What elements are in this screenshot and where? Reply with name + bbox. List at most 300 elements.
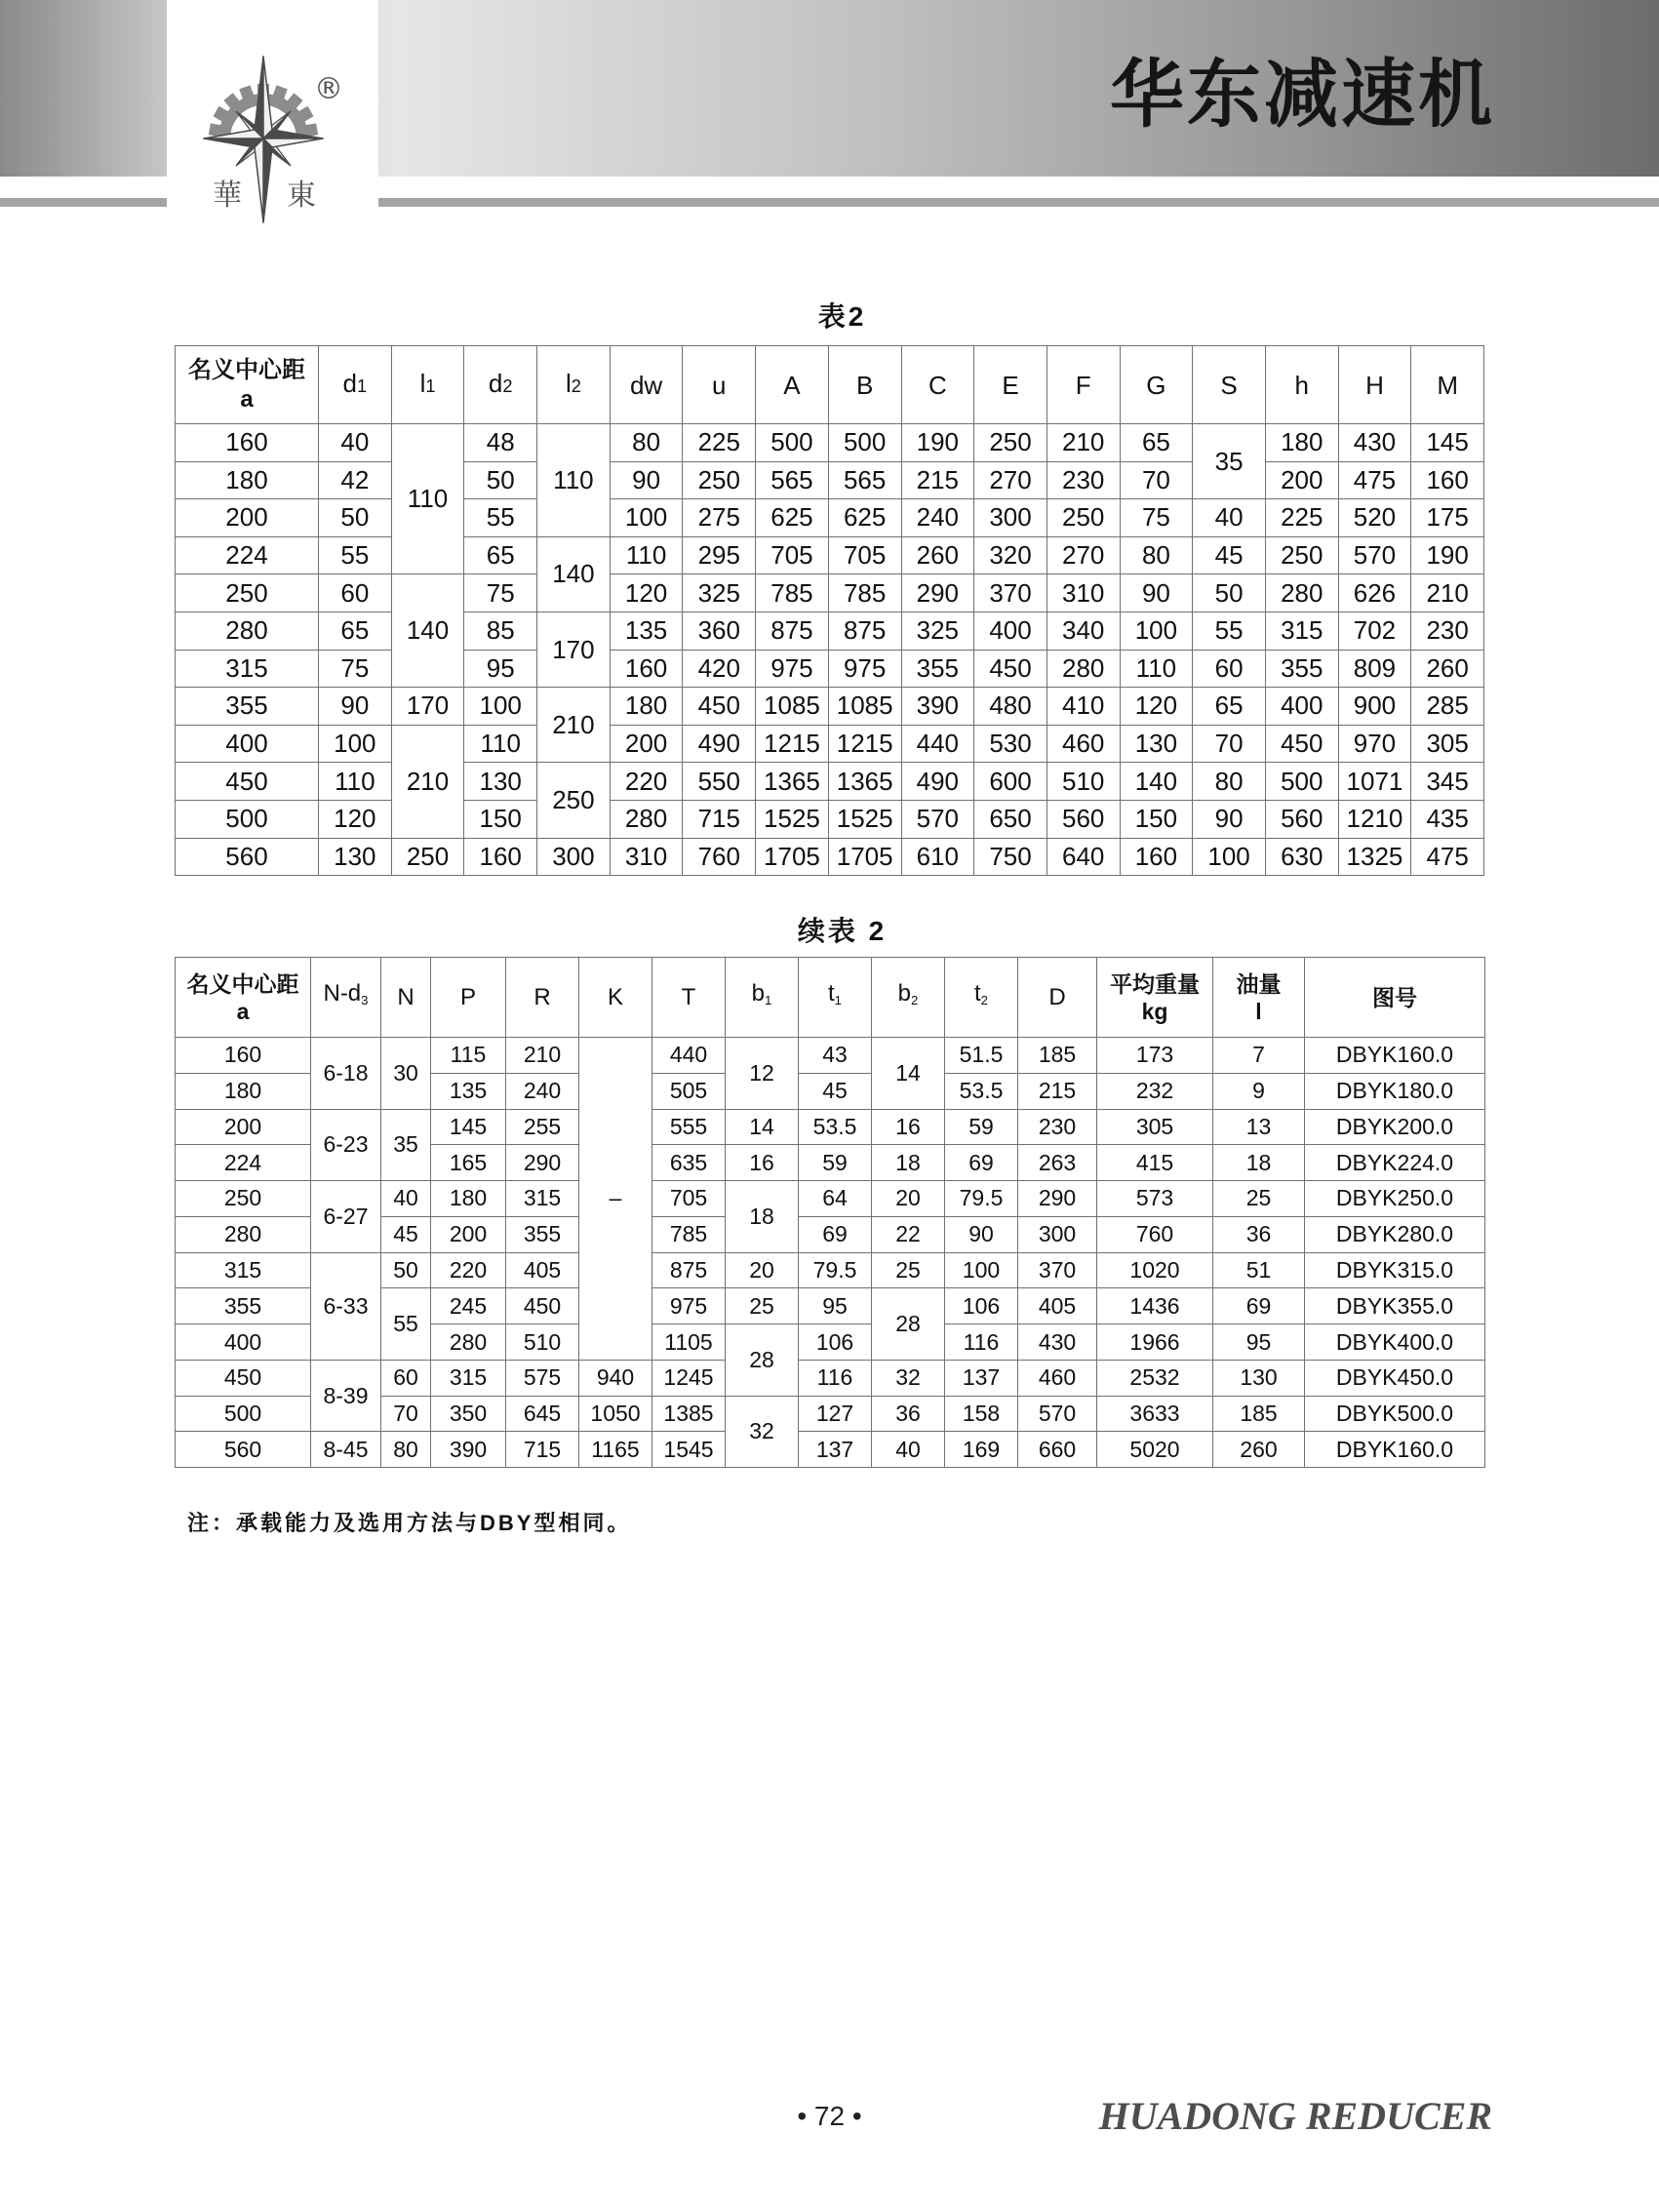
brand-name: HUADONG REDUCER bbox=[1098, 2094, 1492, 2138]
header-subscript: 3 bbox=[361, 992, 369, 1007]
table-cell: 355 bbox=[176, 1288, 311, 1324]
column-header bbox=[1193, 346, 1266, 424]
table-cell: 245 bbox=[431, 1288, 506, 1324]
table-cell: DBYK280.0 bbox=[1305, 1216, 1485, 1252]
table-cell: 500 bbox=[176, 800, 319, 838]
table-cell: 50 bbox=[1193, 574, 1266, 612]
table-cell: 110 bbox=[537, 424, 611, 537]
table-cell: 505 bbox=[652, 1073, 726, 1109]
table-cell: 53.5 bbox=[945, 1073, 1018, 1109]
footnote: 注：承载能力及选用方法与DBY型相同。 bbox=[187, 1511, 632, 1535]
registered-mark: ® bbox=[314, 72, 343, 106]
table-cell: 325 bbox=[901, 612, 974, 650]
header-label: F bbox=[1075, 370, 1091, 400]
table-cell: 1525 bbox=[828, 800, 901, 838]
table-cell: 140 bbox=[1120, 763, 1193, 801]
table-cell: 173 bbox=[1097, 1038, 1213, 1074]
table-cell: 45 bbox=[381, 1216, 431, 1252]
table-cell: 355 bbox=[901, 650, 974, 688]
table-cell: 225 bbox=[1265, 499, 1338, 537]
table-cell: 100 bbox=[945, 1252, 1018, 1288]
table-cell: 240 bbox=[506, 1073, 579, 1109]
header-label: l bbox=[419, 369, 426, 398]
table-cell: 200 bbox=[610, 725, 683, 763]
table-cell: 390 bbox=[431, 1432, 506, 1468]
table-cell: 90 bbox=[610, 461, 683, 499]
table-cell: 42 bbox=[319, 461, 392, 499]
header-label: h bbox=[1294, 370, 1310, 400]
table-cell: 573 bbox=[1097, 1181, 1213, 1217]
table-cell: 560 bbox=[176, 838, 319, 876]
table-cell: 175 bbox=[1411, 499, 1484, 537]
table-cell: 13 bbox=[1213, 1109, 1305, 1145]
header-label: K bbox=[607, 983, 623, 1010]
table-cell: 450 bbox=[506, 1288, 579, 1324]
table-cell: 14 bbox=[872, 1038, 945, 1110]
table-cell: 60 bbox=[319, 574, 392, 612]
table-cell: 130 bbox=[1213, 1360, 1305, 1396]
table-cell: 570 bbox=[1338, 536, 1411, 574]
column-header bbox=[974, 346, 1047, 424]
table-cell: 1105 bbox=[652, 1324, 726, 1361]
column-header bbox=[683, 346, 756, 424]
table-cell: 135 bbox=[610, 612, 683, 650]
table-cell: 1385 bbox=[652, 1396, 726, 1432]
table-cell: 1705 bbox=[756, 838, 829, 876]
table-cell: 250 bbox=[974, 424, 1047, 462]
table-cell: 25 bbox=[1213, 1181, 1305, 1217]
table-cell: 80 bbox=[1120, 536, 1193, 574]
table-cell: 290 bbox=[1018, 1181, 1097, 1217]
table-cell: 16 bbox=[726, 1145, 799, 1181]
column-header bbox=[537, 346, 611, 424]
table-cell: 660 bbox=[1018, 1432, 1097, 1468]
table-cell: 180 bbox=[176, 1073, 311, 1109]
table-cell: 320 bbox=[974, 536, 1047, 574]
header-label: 名义中心距 bbox=[186, 970, 299, 997]
table-cell: 220 bbox=[610, 763, 683, 801]
table-cell: 430 bbox=[1018, 1324, 1097, 1361]
table-cell: 60 bbox=[1193, 650, 1266, 688]
table-cell: 145 bbox=[431, 1109, 506, 1145]
table-cell: DBYK315.0 bbox=[1305, 1252, 1485, 1288]
table-cell: 2532 bbox=[1097, 1360, 1213, 1396]
header-label: H bbox=[1365, 370, 1384, 400]
table-cell: 210 bbox=[506, 1038, 579, 1074]
table-cell: DBYK450.0 bbox=[1305, 1360, 1485, 1396]
table-header-row bbox=[176, 346, 1484, 424]
table-cell: 610 bbox=[901, 838, 974, 876]
table-caption: 表2 bbox=[817, 301, 867, 332]
column-header bbox=[381, 958, 431, 1038]
table-cell: 450 bbox=[974, 650, 1047, 688]
table-cell: 635 bbox=[652, 1145, 726, 1181]
table-cell: 180 bbox=[176, 461, 319, 499]
table-cell: 240 bbox=[901, 499, 974, 537]
table-cell: 7 bbox=[1213, 1038, 1305, 1074]
header-label: t bbox=[827, 980, 835, 1007]
table-cell: 90 bbox=[1193, 800, 1266, 838]
table-cell: 140 bbox=[537, 536, 611, 612]
table-cell: 405 bbox=[1018, 1288, 1097, 1324]
table-cell: 70 bbox=[381, 1396, 431, 1432]
table-cell: 260 bbox=[901, 536, 974, 574]
table-cell: DBYK355.0 bbox=[1305, 1288, 1485, 1324]
table-cell: 135 bbox=[431, 1073, 506, 1109]
table-cell: 230 bbox=[1411, 612, 1484, 650]
table-cell: 350 bbox=[431, 1396, 506, 1432]
table-cell: 500 bbox=[828, 424, 901, 462]
table-cell: 400 bbox=[1265, 688, 1338, 726]
table-cell: 69 bbox=[1213, 1288, 1305, 1324]
table-cell: DBYK180.0 bbox=[1305, 1073, 1485, 1109]
header-subscript: 2 bbox=[980, 992, 988, 1007]
table-cell: 370 bbox=[974, 574, 1047, 612]
table-cell: 160 bbox=[1411, 461, 1484, 499]
table-cell: 12 bbox=[726, 1038, 799, 1110]
column-header bbox=[726, 958, 799, 1038]
logo-char-left: 華 bbox=[213, 178, 242, 213]
table-cell: 460 bbox=[1047, 725, 1120, 763]
column-header bbox=[391, 346, 464, 424]
table-cell: DBYK224.0 bbox=[1305, 1145, 1485, 1181]
table-cell: 640 bbox=[1047, 838, 1120, 876]
table-cell: 625 bbox=[828, 499, 901, 537]
continued-dimension-table bbox=[175, 957, 1485, 1468]
table-cell: 315 bbox=[1265, 612, 1338, 650]
table-cell: 224 bbox=[176, 1145, 311, 1181]
table-cell: 110 bbox=[1120, 650, 1193, 688]
table-cell: 130 bbox=[1120, 725, 1193, 763]
table-cell: 255 bbox=[506, 1109, 579, 1145]
column-header bbox=[506, 958, 579, 1038]
table-row bbox=[176, 1181, 1485, 1217]
table-cell: 325 bbox=[683, 574, 756, 612]
table-cell: 760 bbox=[1097, 1216, 1213, 1252]
table-cell: 975 bbox=[652, 1288, 726, 1324]
table-cell: 60 bbox=[381, 1360, 431, 1396]
header-label: d bbox=[342, 369, 358, 398]
table-cell: 210 bbox=[537, 688, 611, 763]
table-cell: 59 bbox=[799, 1145, 872, 1181]
table-cell: 555 bbox=[652, 1109, 726, 1145]
table-cell: 875 bbox=[652, 1252, 726, 1288]
table-cell: 100 bbox=[610, 499, 683, 537]
column-header bbox=[1265, 346, 1338, 424]
table-cell: 85 bbox=[464, 612, 537, 650]
header-label: 图号 bbox=[1372, 984, 1417, 1010]
table-cell: 18 bbox=[1213, 1145, 1305, 1181]
table-cell: 405 bbox=[506, 1252, 579, 1288]
table-cell: 355 bbox=[506, 1216, 579, 1252]
table-cell: 650 bbox=[974, 800, 1047, 838]
header-label: N bbox=[397, 983, 415, 1010]
header-subscript: 2 bbox=[911, 992, 919, 1007]
table-cell: 1436 bbox=[1097, 1288, 1213, 1324]
table-row bbox=[176, 800, 1484, 838]
table-cell: 715 bbox=[506, 1432, 579, 1468]
table-cell: 435 bbox=[1411, 800, 1484, 838]
table-cell: 95 bbox=[464, 650, 537, 688]
header-label: b bbox=[751, 980, 765, 1007]
table-cell: 250 bbox=[683, 461, 756, 499]
table-cell: 16 bbox=[872, 1109, 945, 1145]
table-cell: 69 bbox=[799, 1216, 872, 1252]
table-cell: 75 bbox=[464, 574, 537, 612]
column-header bbox=[828, 346, 901, 424]
table-cell: 200 bbox=[431, 1216, 506, 1252]
header-label: t bbox=[973, 980, 981, 1007]
table-cell: 180 bbox=[431, 1181, 506, 1217]
table-cell: 1365 bbox=[756, 763, 829, 801]
table-cell: 28 bbox=[872, 1288, 945, 1361]
table-cell: 975 bbox=[828, 650, 901, 688]
table-cell: 116 bbox=[799, 1360, 872, 1396]
header-label: 油量 bbox=[1236, 970, 1282, 997]
table-cell: 480 bbox=[974, 688, 1047, 726]
table-cell: 520 bbox=[1338, 499, 1411, 537]
table-cell: 32 bbox=[726, 1396, 799, 1468]
table-cell: 355 bbox=[1265, 650, 1338, 688]
column-header bbox=[799, 958, 872, 1038]
table-cell: 51 bbox=[1213, 1252, 1305, 1288]
table-cell: 210 bbox=[1411, 574, 1484, 612]
table-cell: 158 bbox=[945, 1396, 1018, 1432]
table-cell: 460 bbox=[1018, 1360, 1097, 1396]
table-cell: 400 bbox=[974, 612, 1047, 650]
page-number: • 72 • bbox=[797, 2101, 862, 2131]
column-header bbox=[872, 958, 945, 1038]
table-cell: 785 bbox=[828, 574, 901, 612]
table-cell: 500 bbox=[756, 424, 829, 462]
column-header bbox=[311, 958, 381, 1038]
header-label: C bbox=[928, 370, 947, 400]
table-cell: 575 bbox=[506, 1360, 579, 1396]
column-header bbox=[319, 346, 392, 424]
table-cell: 169 bbox=[945, 1432, 1018, 1468]
table-cell: 560 bbox=[1047, 800, 1120, 838]
table-cell: 165 bbox=[431, 1145, 506, 1181]
table-cell: 48 bbox=[464, 424, 537, 462]
table-cell: 145 bbox=[1411, 424, 1484, 462]
table-cell: 80 bbox=[610, 424, 683, 462]
table-cell: 140 bbox=[391, 574, 464, 688]
table-row bbox=[176, 688, 1484, 726]
table-cell: 215 bbox=[1018, 1073, 1097, 1109]
table-cell: 1210 bbox=[1338, 800, 1411, 838]
compass-gear-logo-icon bbox=[167, 0, 378, 225]
table-cell: 475 bbox=[1411, 838, 1484, 876]
table-cell: 55 bbox=[1193, 612, 1266, 650]
table-cell: 310 bbox=[1047, 574, 1120, 612]
table-cell: 5020 bbox=[1097, 1432, 1213, 1468]
table-cell: 510 bbox=[506, 1324, 579, 1361]
table-cell: 69 bbox=[945, 1145, 1018, 1181]
table-cell: 160 bbox=[176, 424, 319, 462]
table-cell: 260 bbox=[1213, 1432, 1305, 1468]
table-cell: 28 bbox=[726, 1324, 799, 1397]
table-cell: 110 bbox=[391, 424, 464, 574]
table-cell: 120 bbox=[610, 574, 683, 612]
table-cell: 809 bbox=[1338, 650, 1411, 688]
table-cell: 65 bbox=[464, 536, 537, 574]
table-cell: 1215 bbox=[756, 725, 829, 763]
header-subscript: 1 bbox=[834, 992, 842, 1007]
column-header bbox=[1097, 958, 1213, 1038]
table-row bbox=[176, 725, 1484, 763]
table-cell: 410 bbox=[1047, 688, 1120, 726]
table-cell: 270 bbox=[974, 461, 1047, 499]
table-cell: 25 bbox=[726, 1288, 799, 1324]
column-header bbox=[176, 958, 311, 1038]
table-cell: 280 bbox=[1265, 574, 1338, 612]
table-cell: 106 bbox=[799, 1324, 872, 1361]
table-cell: 940 bbox=[579, 1360, 652, 1396]
table-row bbox=[176, 763, 1484, 801]
header-subscript: 1 bbox=[425, 376, 436, 396]
table-cell: 160 bbox=[1120, 838, 1193, 876]
table-cell: 190 bbox=[901, 424, 974, 462]
table-cell: 450 bbox=[176, 763, 319, 801]
table-cell: 450 bbox=[176, 1360, 311, 1396]
table-cell: 18 bbox=[872, 1145, 945, 1181]
table-cell: 390 bbox=[901, 688, 974, 726]
header-label: dw bbox=[629, 370, 663, 400]
table-cell: 50 bbox=[464, 461, 537, 499]
table-cell: 40 bbox=[872, 1432, 945, 1468]
table-cell: 1085 bbox=[756, 688, 829, 726]
dimension-table bbox=[175, 345, 1484, 876]
table-cell: 90 bbox=[945, 1216, 1018, 1252]
table-cell: 180 bbox=[1265, 424, 1338, 462]
table-cell: 90 bbox=[319, 688, 392, 726]
header-subscript: 1 bbox=[765, 992, 772, 1007]
table-cell: 160 bbox=[464, 838, 537, 876]
column-header bbox=[1018, 958, 1097, 1038]
table-cell: 1545 bbox=[652, 1432, 726, 1468]
header-label: B bbox=[855, 370, 874, 400]
table-row bbox=[176, 536, 1484, 574]
table-cell: 30 bbox=[381, 1038, 431, 1110]
table-cell: DBYK500.0 bbox=[1305, 1396, 1485, 1432]
table-row bbox=[176, 650, 1484, 688]
table-cell: 95 bbox=[1213, 1324, 1305, 1361]
table-cell: 59 bbox=[945, 1109, 1018, 1145]
table-cell: 900 bbox=[1338, 688, 1411, 726]
table-cell: 170 bbox=[391, 688, 464, 726]
table-cell: 250 bbox=[1265, 536, 1338, 574]
page-title: 华东减速机 bbox=[1110, 51, 1495, 138]
table-cell: 1085 bbox=[828, 688, 901, 726]
column-header bbox=[1411, 346, 1484, 424]
header-label: 名义中心距 bbox=[188, 356, 305, 383]
table-cell: 1705 bbox=[828, 838, 901, 876]
table-cell: 116 bbox=[945, 1324, 1018, 1361]
table-cell: 263 bbox=[1018, 1145, 1097, 1181]
column-header bbox=[464, 346, 537, 424]
table-cell: 160 bbox=[610, 650, 683, 688]
header-unit: a bbox=[240, 385, 254, 413]
table-cell: 32 bbox=[872, 1360, 945, 1396]
table-cell: 305 bbox=[1097, 1109, 1213, 1145]
table-cell: 9 bbox=[1213, 1073, 1305, 1109]
table-cell: 1050 bbox=[579, 1396, 652, 1432]
table-cell: 160 bbox=[176, 1038, 311, 1074]
table-cell: 550 bbox=[683, 763, 756, 801]
logo-char-right: 東 bbox=[287, 178, 316, 213]
table-cell: 630 bbox=[1265, 838, 1338, 876]
table-cell: 315 bbox=[506, 1181, 579, 1217]
table-cell: 345 bbox=[1411, 763, 1484, 801]
table-cell: 6-23 bbox=[311, 1109, 381, 1181]
header-label: M bbox=[1437, 370, 1458, 400]
table-cell: 150 bbox=[1120, 800, 1193, 838]
table-cell: 250 bbox=[1047, 499, 1120, 537]
header-label: 平均重量 bbox=[1110, 970, 1200, 997]
table-cell: 975 bbox=[756, 650, 829, 688]
table-cell: 1966 bbox=[1097, 1324, 1213, 1361]
table-cell: 6-18 bbox=[311, 1038, 381, 1110]
table-row bbox=[176, 424, 1484, 462]
table-cell: 50 bbox=[319, 499, 392, 537]
table-cell: 36 bbox=[872, 1396, 945, 1432]
table-cell: 75 bbox=[319, 650, 392, 688]
table-cell: 400 bbox=[176, 1324, 311, 1361]
table-row bbox=[176, 461, 1484, 499]
header-label: S bbox=[1220, 370, 1238, 400]
table-cell: 760 bbox=[683, 838, 756, 876]
table-cell: 215 bbox=[901, 461, 974, 499]
table-header-row bbox=[176, 958, 1485, 1038]
table-cell: 315 bbox=[431, 1360, 506, 1396]
table-cell: 20 bbox=[872, 1181, 945, 1217]
table-row bbox=[176, 574, 1484, 612]
table-cell: – bbox=[579, 1038, 652, 1361]
table-cell: 137 bbox=[945, 1360, 1018, 1396]
table-cell: 50 bbox=[381, 1252, 431, 1288]
table-cell: 120 bbox=[1120, 688, 1193, 726]
table-cell: 1071 bbox=[1338, 763, 1411, 801]
table-cell: 626 bbox=[1338, 574, 1411, 612]
table-cell: 1165 bbox=[579, 1432, 652, 1468]
table-cell: 80 bbox=[1193, 763, 1266, 801]
table-cell: 310 bbox=[610, 838, 683, 876]
table-cell: 300 bbox=[974, 499, 1047, 537]
table-cell: 3633 bbox=[1097, 1396, 1213, 1432]
table-cell: 25 bbox=[872, 1252, 945, 1288]
column-header bbox=[431, 958, 506, 1038]
table-cell: 450 bbox=[1265, 725, 1338, 763]
table-cell: 420 bbox=[683, 650, 756, 688]
header-label: A bbox=[783, 370, 801, 400]
table-cell: 200 bbox=[176, 499, 319, 537]
table-cell: 220 bbox=[431, 1252, 506, 1288]
column-header bbox=[1305, 958, 1485, 1038]
table-cell: 315 bbox=[176, 650, 319, 688]
column-header bbox=[610, 346, 683, 424]
table-cell: 565 bbox=[756, 461, 829, 499]
table-cell: 625 bbox=[756, 499, 829, 537]
table-cell: 530 bbox=[974, 725, 1047, 763]
header-label: R bbox=[533, 983, 551, 1010]
table-cell: 705 bbox=[828, 536, 901, 574]
table-row bbox=[176, 1109, 1485, 1145]
table-cell: 18 bbox=[726, 1181, 799, 1253]
table-cell: 6-27 bbox=[311, 1181, 381, 1253]
table-cell: 415 bbox=[1097, 1145, 1213, 1181]
table-row bbox=[176, 1252, 1485, 1288]
table-cell: 70 bbox=[1193, 725, 1266, 763]
